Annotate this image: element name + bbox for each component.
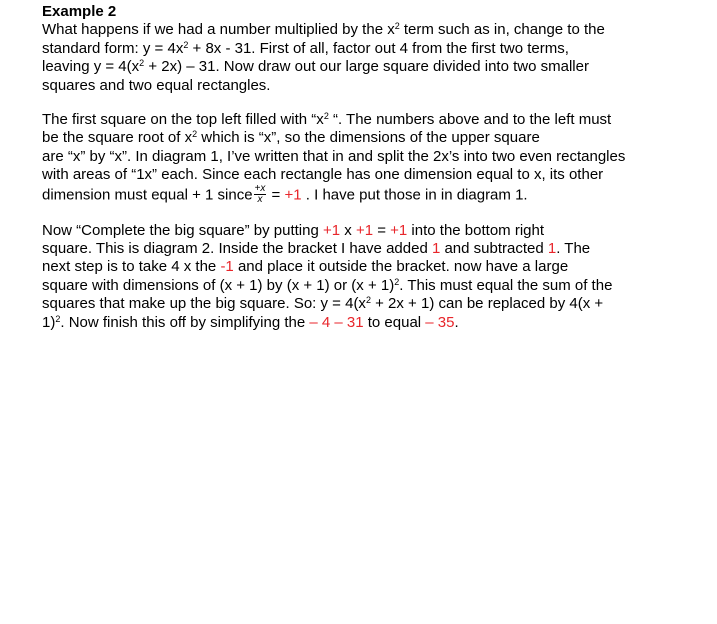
text-run: = — [373, 221, 391, 239]
superscript: 2 — [365, 295, 371, 306]
text-line — [42, 277, 682, 295]
highlighted-text: +1 — [284, 186, 302, 204]
text-run: and subtracted — [440, 240, 548, 258]
superscript: 2 — [394, 276, 400, 287]
text-run: standard form: y = 4x — [42, 39, 184, 57]
text-run: . I have put those in in diagram 1. — [301, 186, 528, 204]
text-line — [42, 222, 682, 240]
text-line — [42, 314, 682, 332]
text-run: square with dimensions of (x + 1) by (x + 1) or (x + 1) — [42, 276, 395, 294]
highlighted-text: – 35 — [425, 313, 455, 331]
text-line — [42, 258, 682, 276]
superscript: 2 — [323, 111, 329, 122]
fraction-denominator: x — [257, 193, 263, 205]
text-run: dimension must equal + 1 since — [42, 186, 253, 204]
document-body — [42, 3, 682, 332]
text-run: + 2x) – 31. Now draw out our large square divided into two smaller — [144, 58, 589, 76]
text-run: . — [454, 313, 459, 331]
text-line — [42, 58, 682, 76]
text-run: . The — [556, 240, 591, 258]
text-run: + 8x - 31. First of all, factor out 4 from the first two terms, — [188, 39, 569, 57]
highlighted-text: +1 — [322, 221, 341, 239]
superscript: 2 — [192, 129, 198, 140]
superscript: 2 — [139, 58, 145, 69]
text-run: squares that make up the big square. So: y = 4(x — [42, 295, 366, 313]
highlighted-text: 1 — [547, 240, 557, 258]
text-run: leaving y = 4(x — [42, 58, 140, 76]
text-line: are “x” by “x”. In diagram 1, I’ve written that in and split the 2x’s into two even rectangles — [42, 147, 626, 165]
text-run: What happens if we had a number multiplied by the x — [42, 21, 395, 39]
highlighted-text: -1 — [220, 258, 234, 276]
text-line — [42, 182, 682, 206]
text-line — [42, 40, 682, 58]
superscript: 2 — [394, 21, 400, 32]
example-heading: Example 2 — [42, 3, 117, 20]
text-run: 1) — [42, 313, 56, 331]
text-line — [42, 295, 682, 313]
text-run: to equal — [363, 313, 426, 331]
highlighted-text: 1 — [431, 240, 441, 258]
text-run: “. The numbers above and to the left must — [328, 111, 612, 129]
text-run: next step is to take 4 x the — [42, 258, 221, 276]
highlighted-text: +1 — [355, 221, 374, 239]
text-line — [42, 21, 682, 39]
text-line — [42, 111, 682, 129]
paragraph-intro — [42, 21, 682, 95]
text-run: x — [340, 221, 356, 239]
text-line: with areas of “1x” each. Since each rectangle has one dimension equal to x, its other — [42, 166, 604, 184]
superscript: 2 — [55, 313, 61, 324]
text-run: + 2x + 1) can be replaced by 4(x + — [370, 295, 604, 313]
text-run: Now “Complete the big square” by putting — [42, 221, 323, 239]
text-run: . This must equal the sum of the — [399, 276, 613, 294]
text-run: into the bottom right — [407, 221, 545, 239]
text-run: which is “x”, so the dimensions of the upper square — [197, 129, 540, 147]
highlighted-text: +1 — [390, 221, 408, 239]
text-line: squares and two equal rectangles. — [42, 76, 271, 94]
text-run: be the square root of x — [42, 129, 193, 147]
text-run: The first square on the top left filled with “x — [42, 111, 324, 129]
highlighted-text: – 4 – 31 — [309, 313, 364, 331]
text-run: term such as in, change to the — [399, 21, 605, 39]
text-line — [42, 129, 682, 147]
fraction-numerator: +x — [254, 182, 266, 194]
text-run: and place it outside the bracket. now have a large — [233, 258, 569, 276]
text-line — [42, 240, 682, 258]
text-run: square. This is diagram 2. Inside the bracket I have added — [42, 240, 432, 258]
text-run: = — [267, 186, 285, 204]
paragraph-complete-square — [42, 222, 682, 332]
fraction — [254, 184, 267, 205]
superscript: 2 — [183, 39, 189, 50]
text-run: . Now finish this off by simplifying the — [60, 313, 310, 331]
paragraph-diagram-1 — [42, 111, 682, 206]
